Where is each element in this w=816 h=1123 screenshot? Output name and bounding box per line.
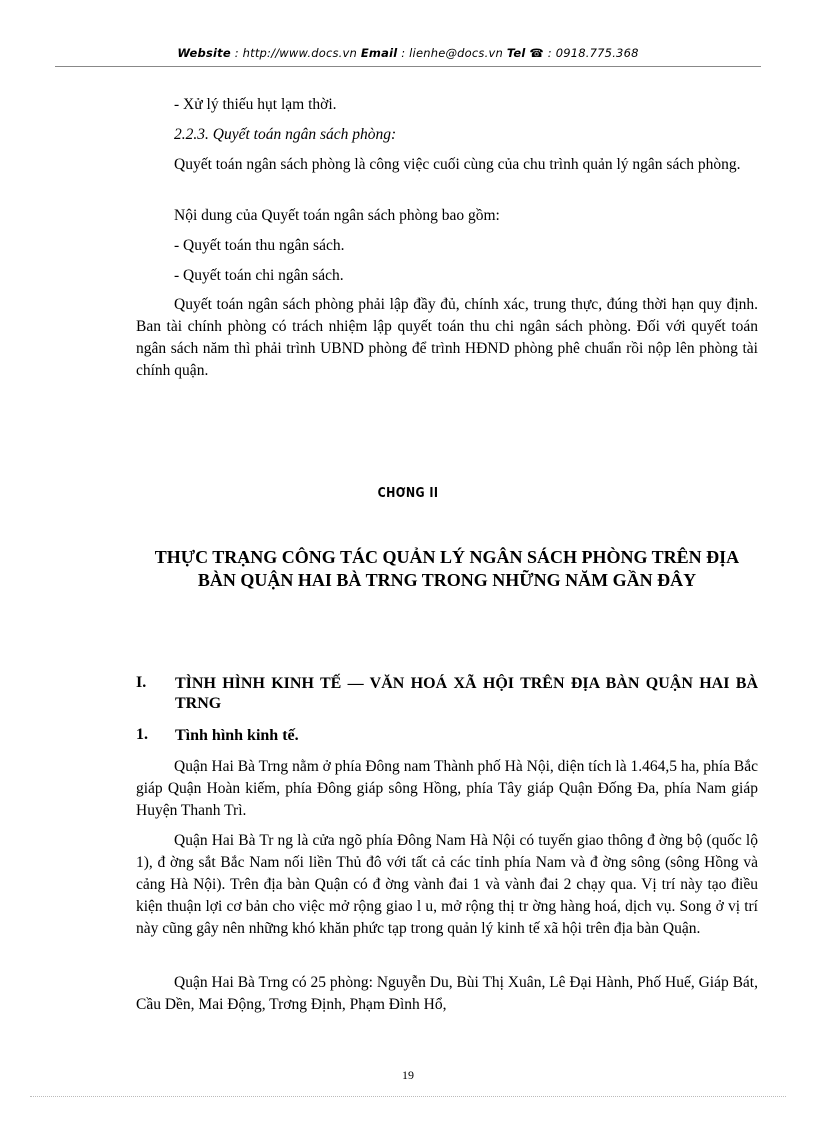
paragraph-text: Quyết toán ngân sách phòng phải lập đầy đủ, chính xác, trung thực, đúng thời hạn quy định. Ban tài chính phòng có trách nhiệm lập quyết toán thu chi ngân sách phòng. Đối với quyết toán ngân sách năm thì phải trình UBND phòng để trình HĐND phòng phê chuẩn rồi nộp lên phòng tài chính quận.	[136, 296, 758, 379]
email-label: Email	[360, 46, 398, 60]
paragraph-text: Quận Hai Bà Tr ng là cửa ngõ phía Đông Nam Hà Nội có tuyến giao thông đ ờng bộ (quốc lộ 1), đ ờng sắt Bắc Nam nối liền Thủ đô với tất cả các tỉnh phía Nam và đ ờng sông (sông Hồng và cảng Hà Nội). Trên địa bàn Quận có đ ờng vành đai 1 và vành đai 2 chạy qua. Vị trí này tạo điều kiện thuận lợi cơ bản cho việc mở rộng giao l u, mở rộng thị tr ờng hàng hoá, dịch vụ. Song ở vị trí này cũng gây nên những khó khăn phức tạp trong quản lý kinh tế xã hội trên địa bàn Quận.	[136, 832, 758, 937]
paragraph-text: Quận Hai Bà Trng có 25 phòng: Nguyễn Du, Bùi Thị Xuân, Lê Đại Hành, Phố Huế, Giáp Bát, Cầu Dền, Mai Động, Trơng Định, Phạm Đình Hổ,	[136, 974, 758, 1013]
phone-icon: ☎	[529, 46, 544, 60]
list-item: - Quyết toán thu ngân sách.	[174, 237, 345, 254]
paragraph	[136, 294, 758, 382]
chapter-title: THỰC TRẠNG CÔNG TÁC QUẢN LÝ NGÂN SÁCH PHÒNG TRÊN ĐỊA BÀN QUẬN HAI BÀ TRNG TRONG NHỮNG NĂM GẦN ĐÂY	[154, 547, 740, 590]
subsection-title: Tình hình kinh tế.	[175, 727, 299, 744]
paragraph	[136, 756, 758, 822]
paragraph	[136, 972, 758, 1016]
section-title: TÌNH HÌNH KINH TẾ — VĂN HOÁ XÃ HỘI TRÊN ĐỊA BÀN QUẬN HAI BÀ TRNG	[175, 675, 758, 712]
website-value: : http://www.docs.vn	[234, 46, 358, 60]
paragraph: Nội dung của Quyết toán ngân sách phòng bao gồm:	[174, 207, 500, 224]
tel-label: Tel	[506, 46, 526, 60]
section-number: I.	[136, 674, 147, 691]
paragraph	[136, 154, 758, 176]
email-value: : lienhe@docs.vn	[401, 46, 503, 60]
website-label: Website	[177, 46, 231, 60]
paragraph-text: Quận Hai Bà Trng nằm ở phía Đông nam Thành phố Hà Nội, diện tích là 1.464,5 ha, phía Bắc giáp Quận Hoàn kiếm, phía Đông giáp sông Hồng, phía Tây giáp Quận Đống Đa, phía Nam giáp Huyện Thanh Trì.	[136, 758, 758, 819]
page-number: 19	[402, 1068, 414, 1082]
header-divider	[55, 66, 761, 67]
subheading: 2.2.3. Quyết toán ngân sách phòng:	[174, 126, 397, 143]
list-item: - Quyết toán chi ngân sách.	[174, 267, 344, 284]
list-item: - Xử lý thiếu hụt lạm thời.	[174, 96, 337, 113]
subsection-number: 1.	[136, 726, 148, 743]
paragraph	[136, 830, 758, 940]
page-header	[0, 46, 816, 60]
footer-divider	[30, 1096, 786, 1097]
chapter-label: CHƠNG II	[377, 486, 439, 501]
paragraph-text: Quyết toán ngân sách phòng là công việc cuối cùng của chu trình quản lý ngân sách phòng.	[174, 156, 741, 173]
tel-value: : 0918.775.368	[547, 46, 639, 60]
